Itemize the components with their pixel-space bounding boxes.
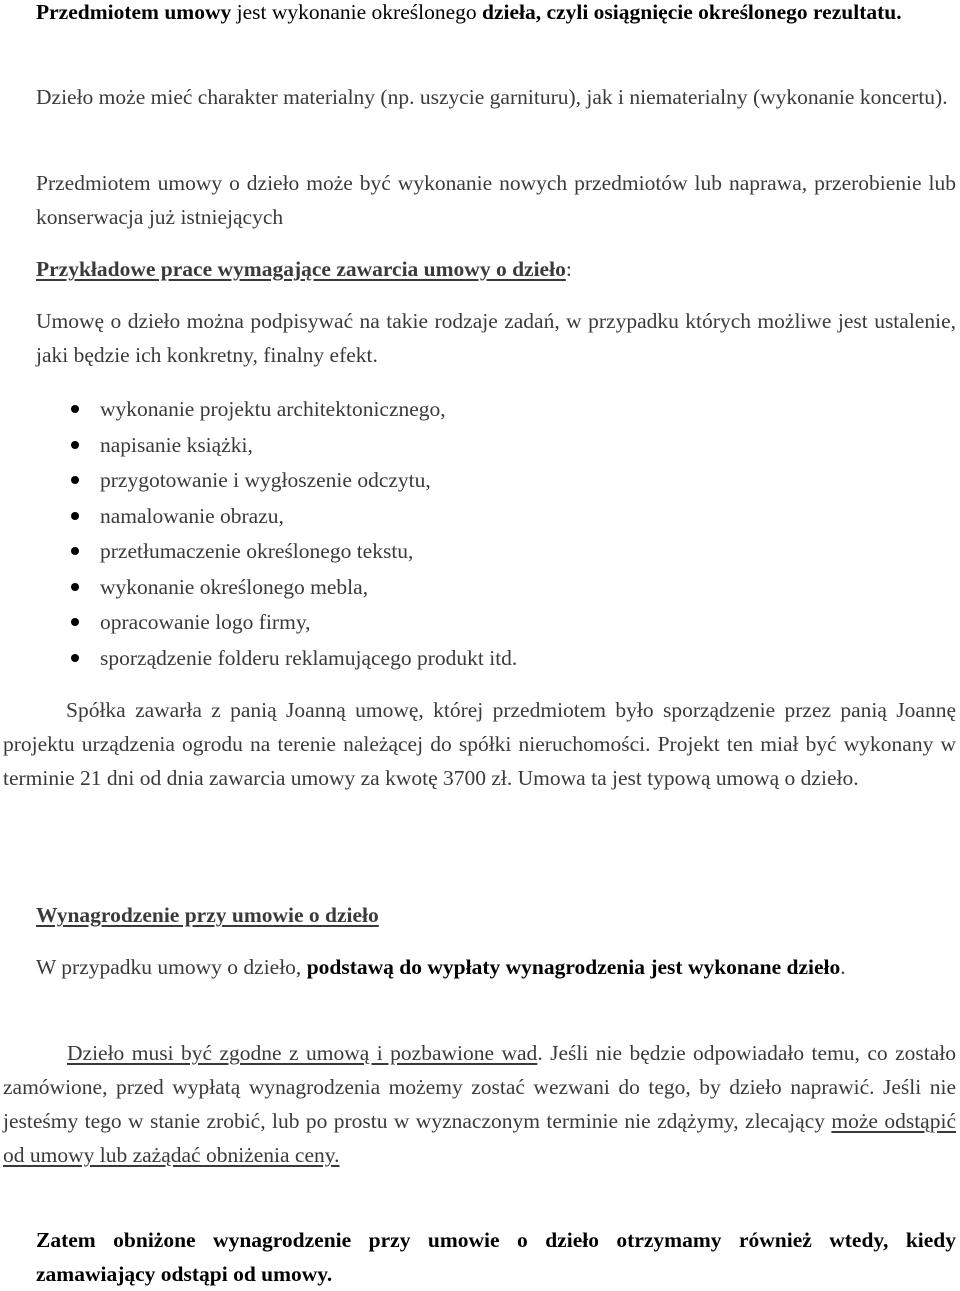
payment-basis-lead: W przypadku umowy o dzieło, — [36, 955, 307, 979]
bullet-icon — [71, 654, 79, 662]
paragraph-defects — [3, 1036, 956, 1172]
paragraph-material — [36, 80, 956, 114]
bold-result: dzieła, czyli osiągnięcie określonego rezultatu. — [482, 0, 902, 24]
bullet-icon — [71, 441, 79, 449]
defects-underlined: Dzieło musi być zgodne z umową i pozbawione wad — [67, 1041, 538, 1065]
list-item-text: przetłumaczenie określonego tekstu, — [100, 539, 414, 563]
list-item-text: namalowanie obrazu, — [100, 503, 284, 528]
payment-basis-end: . — [840, 955, 846, 979]
list-item-text: wykonanie określonego mebla, — [100, 574, 369, 599]
list-item — [36, 641, 956, 677]
paragraph-conclusion — [36, 1223, 956, 1291]
paragraph-payment-basis — [36, 950, 956, 984]
list-item — [36, 534, 956, 570]
list-item-text: opracowanie logo firmy, — [100, 610, 311, 634]
new-items-text: Przedmiotem umowy o dzieło może być wykonanie nowych przedmiotów lub naprawa, przerobienie lub konserwacja już istniejących — [36, 171, 956, 229]
examples-list — [36, 392, 956, 676]
bullet-icon — [71, 547, 79, 555]
list-item — [36, 605, 956, 641]
bullet-icon — [71, 512, 79, 520]
list-item-text: przygotowanie i wygłoszenie odczytu, — [100, 468, 431, 492]
heading-examples — [36, 252, 956, 286]
list-item-text: napisanie książki, — [100, 432, 253, 457]
heading-remuneration-label: Wynagrodzenie przy umowie o dzieło — [36, 903, 379, 927]
bullet-icon — [71, 583, 79, 591]
paragraph-contract-scope — [36, 304, 956, 372]
defects-text: . Jeśli nie będzie odpowiadało temu, co zostało zamówione, przed wypłatą wynagrodzenia możemy zostać wezwani do tego, by dzieło naprawić. Jeśli nie jesteśmy tego w stanie zrobić, lub po prostu w wyznaczonym terminie nie zdążymy, zlecający — [3, 1041, 956, 1133]
bold-subject: Przedmiotem umowy — [36, 0, 232, 24]
payment-basis-bold: podstawą do wypłaty wynagrodzenia jest wykonane dzieło — [306, 955, 841, 979]
list-item — [36, 570, 956, 606]
list-item-text: sporządzenie folderu reklamującego produkt itd. — [100, 645, 518, 670]
bullet-icon — [71, 476, 79, 484]
paragraph-new-items — [36, 166, 956, 234]
heading-remuneration — [36, 898, 956, 932]
paragraph-subject — [36, 0, 956, 29]
conclusion-text: Zatem obniżone wynagrodzenie przy umowie o dzieło otrzymamy również wtedy, kiedy zamawiający odstąpi od umowy. — [36, 1228, 956, 1286]
paragraph-example-case — [3, 693, 956, 795]
list-item — [36, 392, 956, 428]
withdraw-underlined: może odstąpić od umowy lub zażądać obniżenia ceny. — [3, 1109, 956, 1167]
list-item-text: wykonanie projektu architektonicznego, — [100, 397, 446, 421]
list-item — [36, 463, 956, 499]
bullet-icon — [71, 405, 79, 413]
example-case-text: Spółka zawarła z panią Joanną umowę, której przedmiotem było sporządzenie przez panią Joannę projektu urządzenia ogrodu na terenie należącej do spółki nieruchomości. Projekt ten miał być wykonany w terminie 21 dni od dnia zawarcia umowy za kwotę 3700 zł. Umowa ta jest typową umową o dzieło. — [3, 698, 956, 790]
material-text: Dzieło może mieć charakter materialny (np. uszycie garnituru), jak i niematerialny (wykonanie koncertu). — [36, 85, 948, 109]
list-item — [36, 499, 956, 535]
heading-examples-colon: : — [565, 257, 572, 281]
list-item — [36, 428, 956, 464]
bullet-icon — [71, 618, 79, 626]
contract-scope-text: Umowę o dzieło można podpisywać na takie rodzaje zadań, w przypadku których możliwe jest ustalenie, jaki będzie ich konkretny, finalny efekt. — [36, 309, 956, 367]
text-subject-mid: jest wykonanie określonego — [231, 0, 483, 24]
heading-examples-label: Przykładowe prace wymagające zawarcia umowy o dzieło — [36, 257, 566, 281]
